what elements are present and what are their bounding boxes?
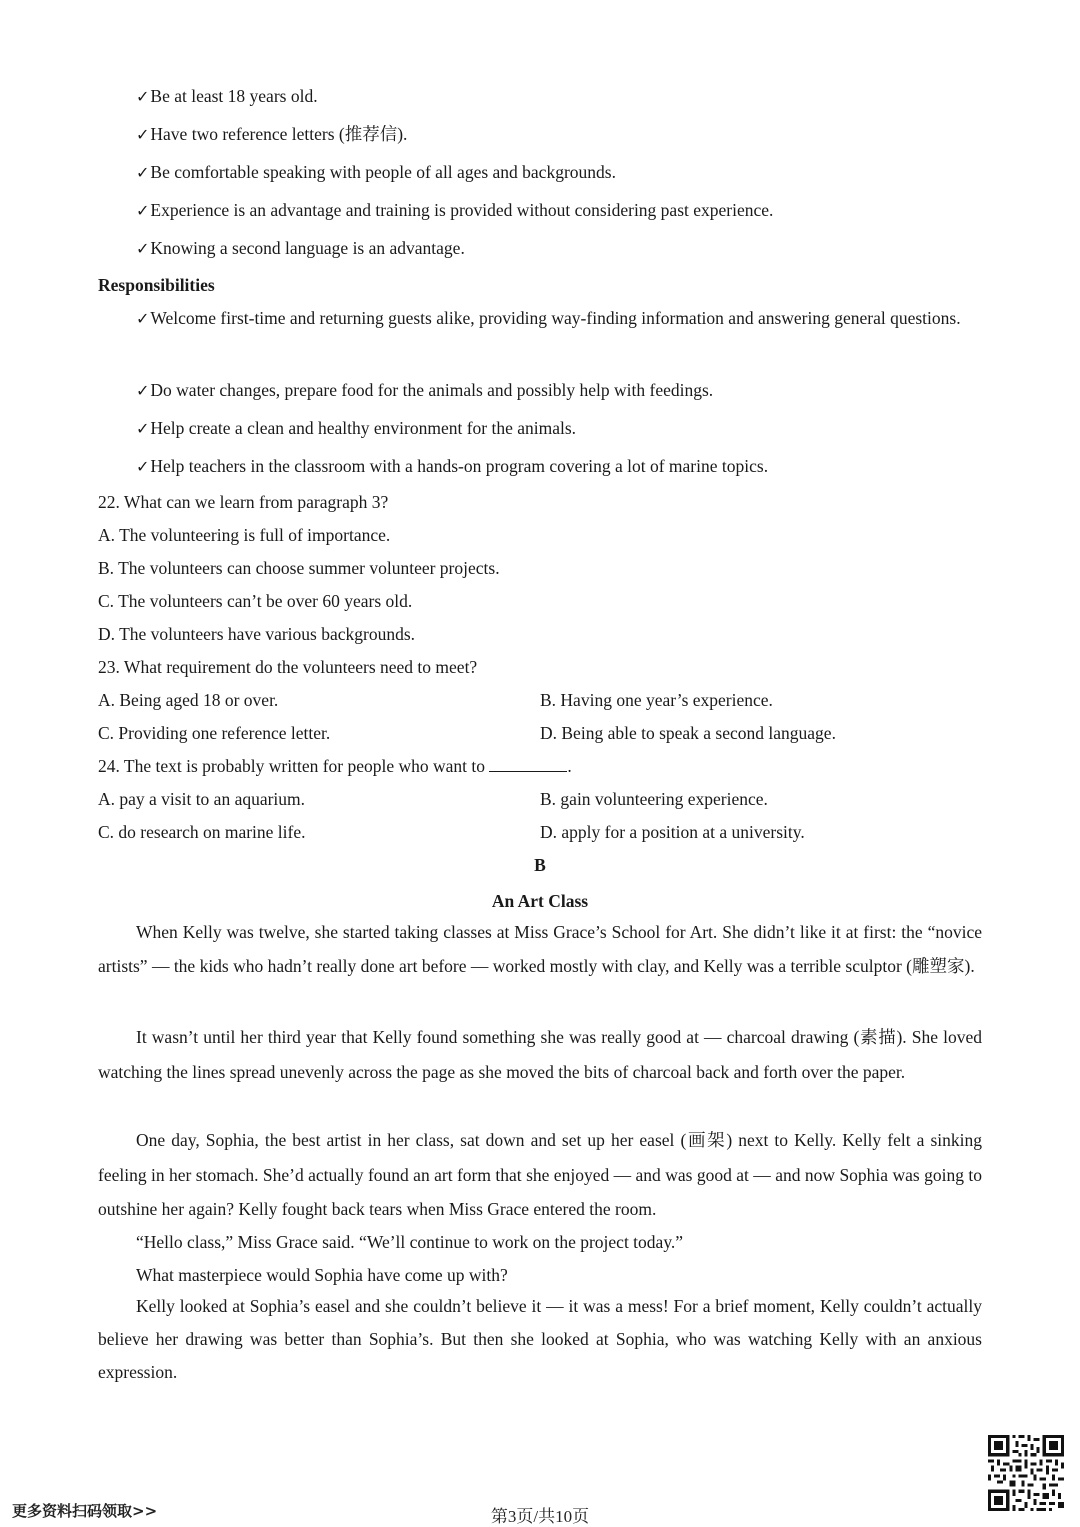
question-22-option-c: C. The volunteers can’t be over 60 years old. <box>98 591 413 611</box>
passage-paragraph: One day, Sophia, the best artist in her class, sat down and set up her easel (画架) next to Kelly. Kelly felt a sinking feeling in her stomach. She’d actually found an art form that she enjoyed — and was good at — and now Sophia was going to outshine her again? Kelly fought back tears when Miss Grace entered the room. <box>98 1130 982 1219</box>
requirement-item: ✓Have two reference letters (推荐信). <box>136 124 408 144</box>
question-23-stem: 23. What requirement do the volunteers need to meet? <box>98 657 478 677</box>
checkmark-icon: ✓ <box>136 125 150 144</box>
section-letter: B <box>534 855 546 875</box>
checkmark-icon: ✓ <box>136 239 150 258</box>
question-24-option-c: C. do research on marine life. <box>98 822 306 842</box>
question-23-option-a: A. Being aged 18 or over. <box>98 690 279 710</box>
passage-paragraph: It wasn’t until her third year that Kelly found something she was really good at — charcoal drawing (素描). She loved watching the lines spread unevenly across the page as she moved the bits of charcoal back and forth over the paper. <box>98 1027 982 1082</box>
passage-paragraph: Kelly looked at Sophia’s easel and she couldn’t believe it — it was a mess! For a brief moment, Kelly couldn’t actually believe her drawing was better than Sophia’s. But then she looked at Sophia, who was watching Kelly with an anxious expression. <box>98 1296 982 1382</box>
question-24-option-b: B. gain volunteering experience. <box>540 789 768 809</box>
passage-paragraph: “Hello class,” Miss Grace said. “We’ll continue to work on the project today.” <box>136 1232 684 1252</box>
question-24-option-a: A. pay a visit to an aquarium. <box>98 789 306 809</box>
page-number: 第3页/共10页 <box>490 1507 590 1526</box>
requirement-item: ✓Be at least 18 years old. <box>136 86 318 106</box>
passage-paragraph: When Kelly was twelve, she started taking classes at Miss Grace’s School for Art. She didn’t like it at first: the “novice artists” — the kids who hadn’t really done art before — worked mostly with clay, and Kelly was a terrible sculptor (雕塑家). <box>98 922 982 976</box>
checkmark-icon: ✓ <box>136 201 150 220</box>
question-23-option-b: B. Having one year’s experience. <box>540 690 773 710</box>
passage-title: An Art Class <box>491 891 589 911</box>
question-23-option-c: C. Providing one reference letter. <box>98 723 331 743</box>
checkmark-icon: ✓ <box>136 381 150 400</box>
question-22-stem: 22. What can we learn from paragraph 3? <box>98 492 389 512</box>
checkmark-icon: ✓ <box>136 87 150 106</box>
responsibility-item: ✓Welcome first-time and returning guests alike, providing way-finding information and answering general questions. <box>136 308 961 328</box>
passage-paragraph: What masterpiece would Sophia have come up with? <box>136 1265 508 1285</box>
question-23-option-d: D. Being able to speak a second language. <box>540 723 836 743</box>
requirement-item: ✓Experience is an advantage and training is provided without considering past experience. <box>136 200 774 220</box>
requirement-item: ✓Knowing a second language is an advantage. <box>136 238 465 258</box>
question-24-stem: 24. The text is probably written for people who want to . <box>98 756 572 776</box>
responsibility-item: ✓Help teachers in the classroom with a hands-on program covering a lot of marine topics. <box>136 456 769 476</box>
responsibility-item: ✓Help create a clean and healthy environment for the animals. <box>136 418 577 438</box>
question-22-option-d: D. The volunteers have various backgrounds. <box>98 624 416 644</box>
promo-link[interactable]: 更多资料扫码领取>> <box>12 1502 158 1520</box>
checkmark-icon: ✓ <box>136 419 150 438</box>
checkmark-icon: ✓ <box>136 457 150 476</box>
checkmark-icon: ✓ <box>136 309 150 328</box>
question-22-option-b: B. The volunteers can choose summer volunteer projects. <box>98 558 500 578</box>
checkmark-icon: ✓ <box>136 163 150 182</box>
question-22-option-a: A. The volunteering is full of importance. <box>98 525 391 545</box>
answer-blank <box>489 755 567 772</box>
question-24-option-d: D. apply for a position at a university. <box>540 822 805 842</box>
responsibility-item: ✓Do water changes, prepare food for the animals and possibly help with feedings. <box>136 380 714 400</box>
responsibilities-heading: Responsibilities <box>98 275 215 295</box>
qr-code-icon[interactable] <box>988 1435 1064 1511</box>
requirement-item: ✓Be comfortable speaking with people of all ages and backgrounds. <box>136 162 616 182</box>
